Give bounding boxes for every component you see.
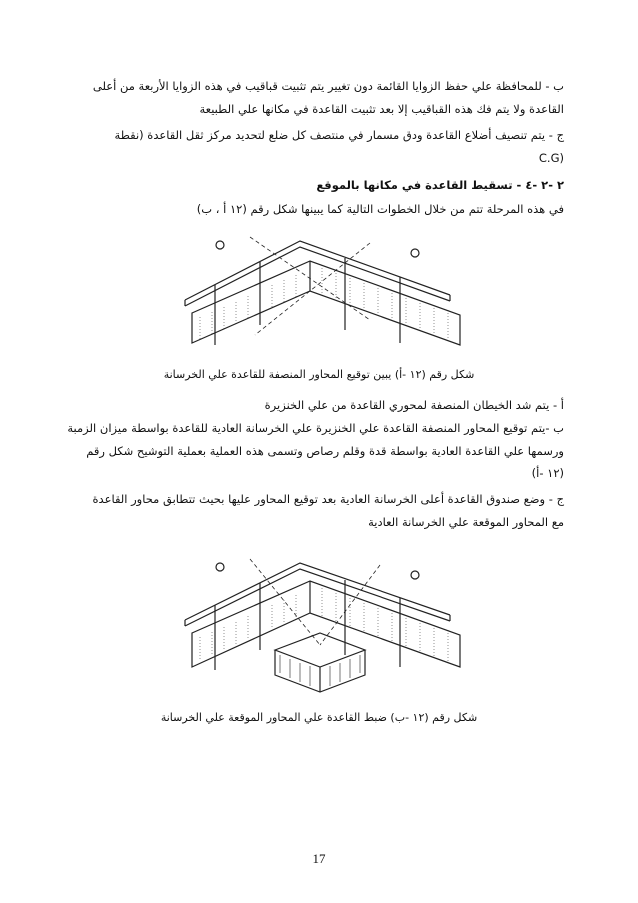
paragraph-line-j1: ج - يتم تنصيف أضلاع القاعدة ودق مسمار في منتصف كل ضلع لتحديد مركز ثقل القاعدة (نقطة: [114, 128, 564, 142]
section-intro: في هذه المرحلة تتم من خلال الخطوات التالية كما يبينها شكل رقم (١٢ أ ، ب): [196, 202, 564, 216]
figure-12a-caption: شكل رقم (١٢ -أ) يبين توقيع المحاور المنصفة للقاعدة علي الخرسانة: [163, 368, 475, 381]
step-b-line1: ب -يتم توقيع المحاور المنصفة القاعدة علي الخنزيرة علي الخرسانة العادية للقاعدة بواسطة ميزان الزمبة: [67, 421, 564, 435]
figure-12b-caption: شكل رقم (١٢ -ب) ضبط القاعدة علي المحاور الموقعة علي الخرسانة: [160, 711, 478, 724]
page-number: 17: [312, 851, 326, 866]
step-a: أ - يتم شد الخيطان المنصفة لمحوري القاعدة من علي الخنزيرة: [264, 398, 564, 412]
step-j-line2: مع المحاور الموقعة علي الخرسانة العادية: [368, 515, 564, 529]
paragraph-line-b1: ب - للمحافظة علي حفظ الزوايا القائمة دون تغيير يتم تثبيت قباقيب في هذه الزوايا الأربعة من أعلى: [92, 79, 564, 93]
figure-12a-axes-diagram: [160, 225, 480, 365]
step-b-line2: ورسمها علي القاعدة العادية بواسطة قدة وقلم رصاص وتسمى هذه العملية بعملية التوشيح شكل رقم: [86, 444, 564, 458]
section-heading: ٢ -٢ -٤ - تسقيط القاعدة في مكانها بالموقع: [316, 178, 564, 192]
paragraph-line-j2: (C.G: [538, 151, 564, 165]
step-b-line3: (١٢ -أ): [531, 466, 564, 480]
paragraph-line-b2: القاعدة ولا يتم فك هذه القباقيب إلا بعد تثبيت القاعدة في مكانها علي الطبيعة: [199, 102, 564, 116]
step-j-line1: ج - وضع صندوق القاعدة أعلى الخرسانة العادية بعد توقيع المحاور عليها بحيث تتطابق محاور القاعدة: [92, 492, 564, 506]
figure-12b-footing-box-diagram: [160, 545, 480, 700]
